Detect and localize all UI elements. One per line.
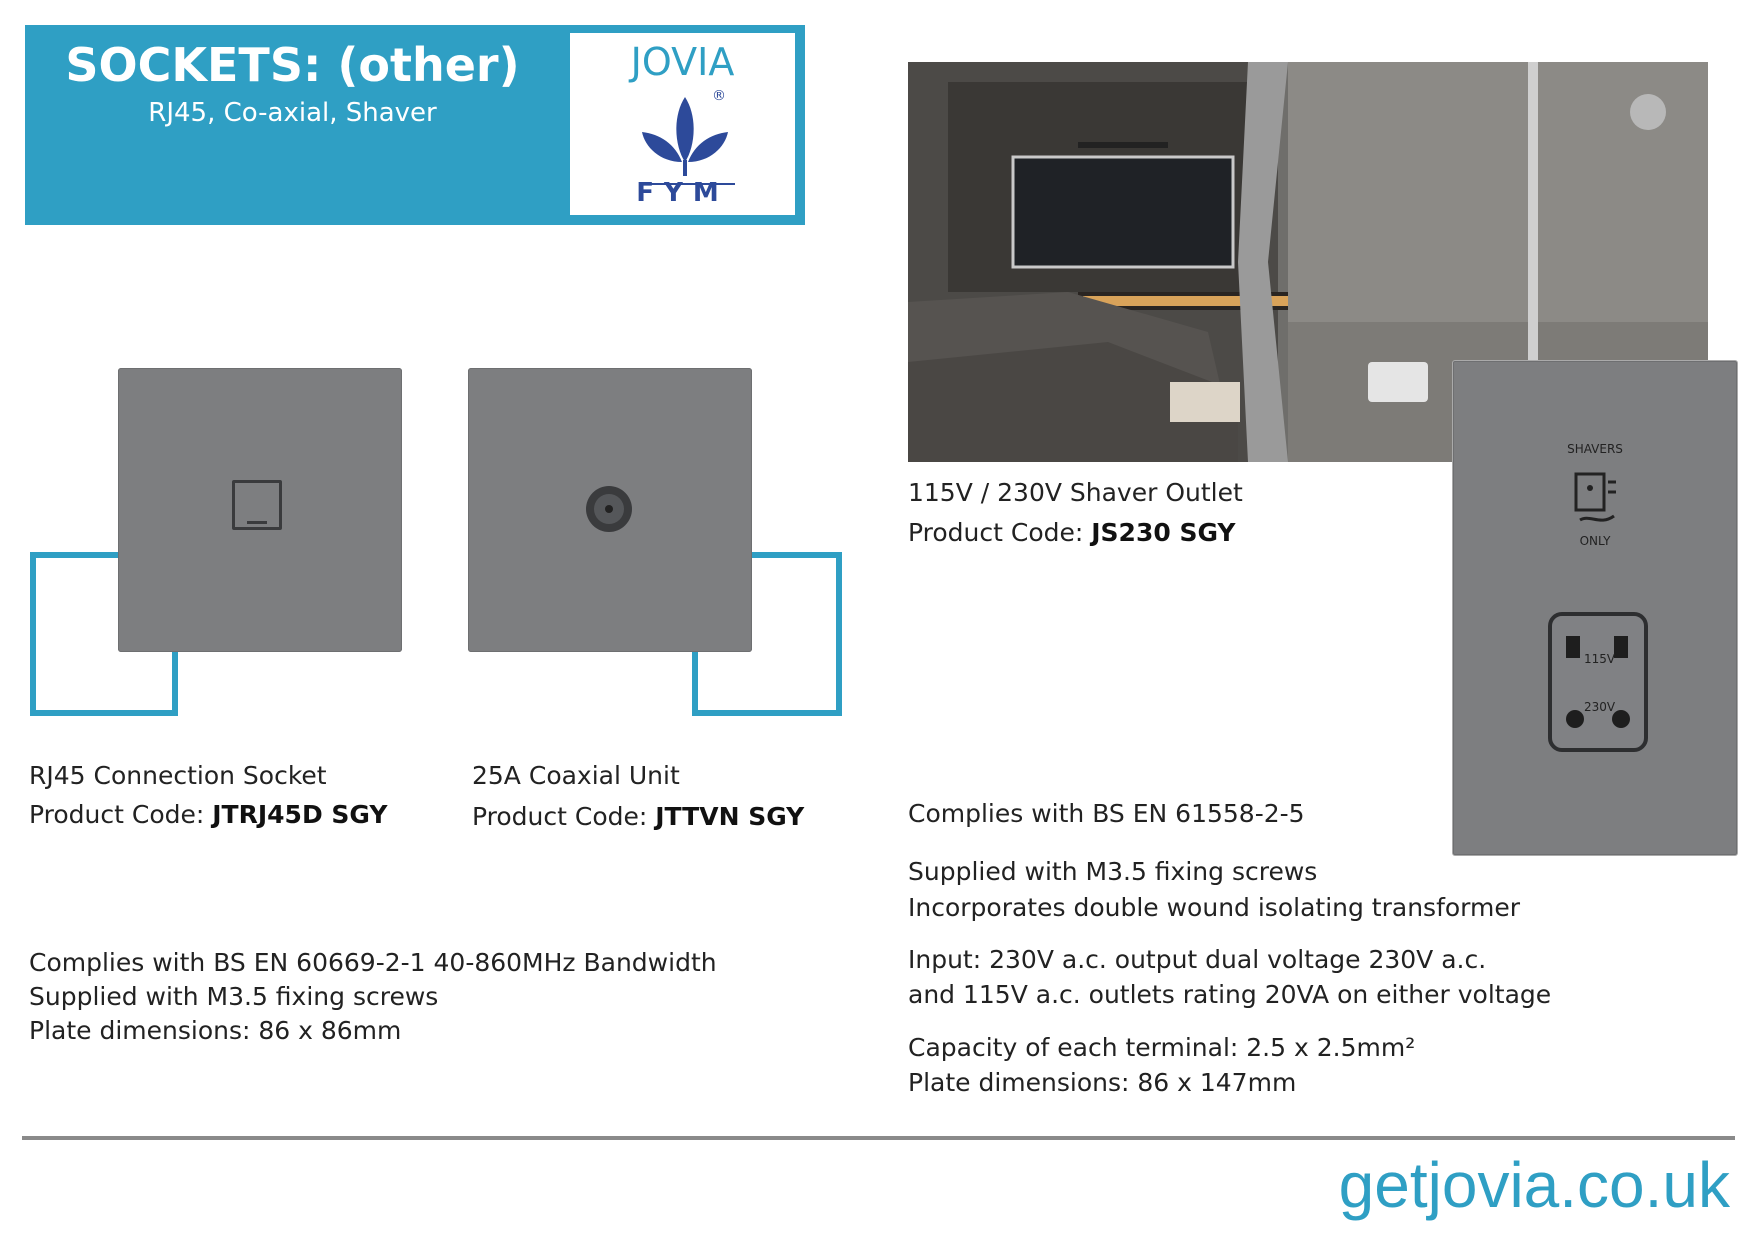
shaver-spec-dimensions: Plate dimensions: 86 x 147mm [908, 1068, 1297, 1097]
shaver-code-label: Product Code: [908, 518, 1084, 547]
coax-spec-line: Plate dimensions: 86 x 86mm [29, 1016, 402, 1045]
coax-spec-line: Supplied with M3.5 fixing screws [29, 982, 439, 1011]
shaver-plate-label-top: SHAVERS [1567, 442, 1623, 456]
shaver-spec-capacity: Capacity of each terminal: 2.5 x 2.5mm² [908, 1033, 1416, 1062]
coax-product-name: 25A Coaxial Unit [472, 761, 680, 790]
shaver-product-name: 115V / 230V Shaver Outlet [908, 478, 1243, 507]
page-subtitle: RJ45, Co-axial, Shaver [148, 98, 437, 128]
voltage-230-label: 230V [1584, 700, 1616, 714]
logo-subtitle: FYM [636, 178, 729, 208]
coax-product-code: JTTVN SGY [655, 802, 805, 831]
rj45-code-label: Product Code: [29, 800, 205, 829]
shaver-spec-input-2: and 115V a.c. outlets rating 20VA on either voltage [908, 980, 1552, 1009]
logo-wordmark: JOVIA [630, 40, 735, 84]
coax-product-code-line [472, 802, 804, 831]
rj45-port-icon [232, 480, 282, 530]
rj45-product-name: RJ45 Connection Socket [29, 761, 327, 790]
shaver-spec-input-1: Input: 230V a.c. output dual voltage 230V a.c. [908, 945, 1487, 974]
footer-divider [22, 1136, 1735, 1140]
shaver-product-code: JS230 SGY [1091, 518, 1236, 547]
coax-code-label: Product Code: [472, 802, 648, 831]
coax-port-icon [586, 486, 632, 532]
registered-mark: ® [712, 88, 726, 104]
shaver-outlet-icon [1548, 612, 1648, 752]
lotus-logo-icon [640, 92, 730, 182]
rj45-product-code-line [29, 800, 387, 829]
shaver-spec-screws: Supplied with M3.5 fixing screws [908, 857, 1318, 886]
coax-spec-line: Complies with BS EN 60669-2-1 40-860MHz Bandwidth [29, 948, 717, 977]
shaver-plate-label-bottom: ONLY [1579, 534, 1611, 548]
page-title: SOCKETS: (other) [65, 38, 520, 92]
rj45-product-code: JTRJ45D SGY [212, 800, 388, 829]
shaver-symbol-icon [1570, 470, 1620, 526]
shaver-spec-complies: Complies with BS EN 61558-2-5 [908, 799, 1305, 828]
website-link[interactable]: getjovia.co.uk [1338, 1149, 1730, 1221]
shaver-spec-transformer: Incorporates double wound isolating transformer [908, 893, 1521, 922]
shaver-plate-image [1452, 360, 1738, 856]
shaver-product-code-line [908, 518, 1236, 547]
voltage-115-label: 115V [1584, 652, 1616, 666]
